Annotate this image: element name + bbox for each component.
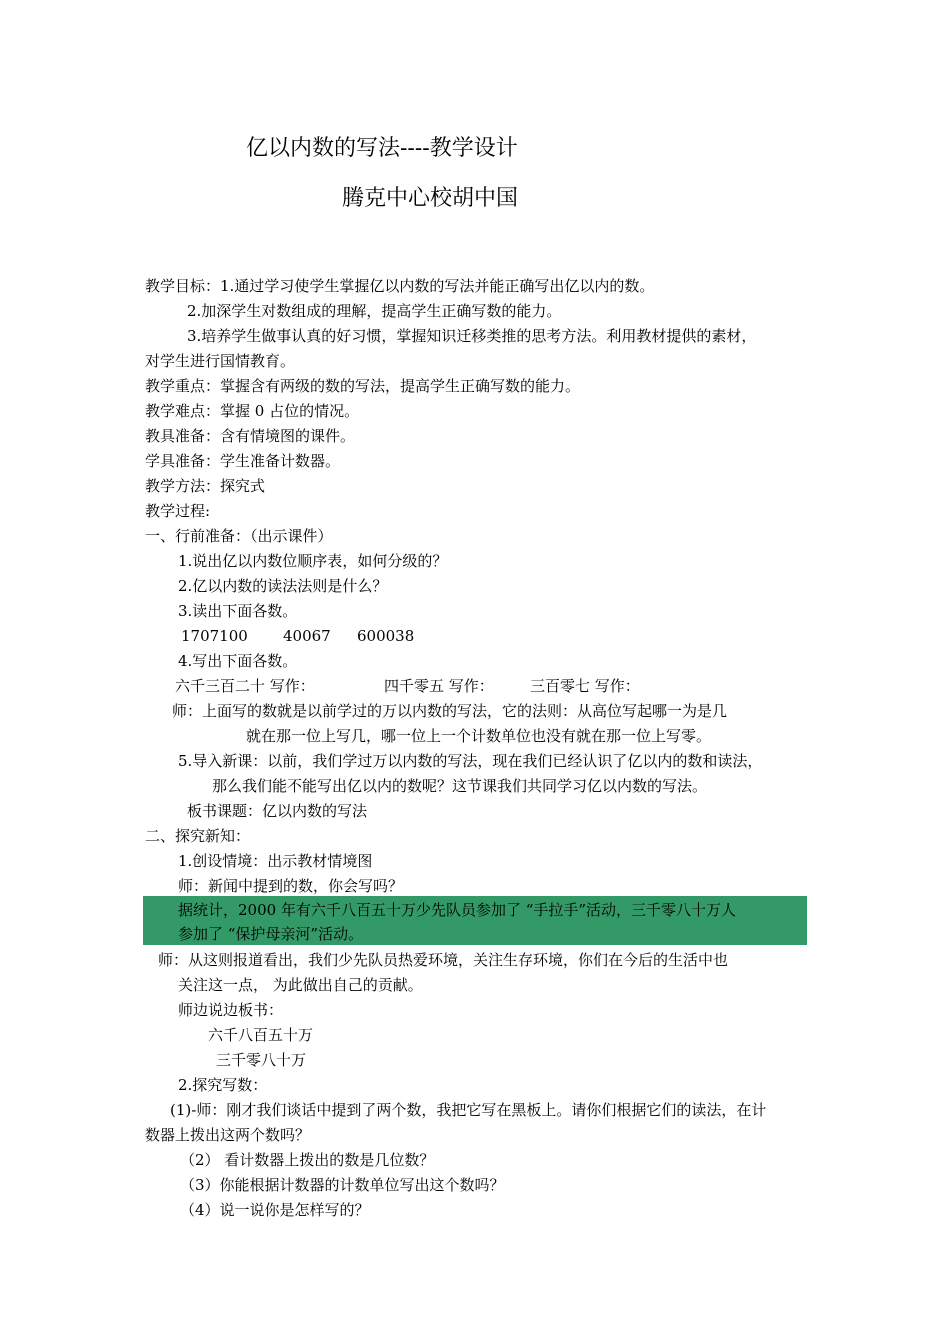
difficulty: 教学难点：掌握 0 占位的情况。 [145,402,360,420]
board-number-1: 六千八百五十万 [208,1026,314,1044]
prompt-2: （2） 看计数器上拨出的数是几位数？ [180,1151,435,1169]
question-5-cont: 那么我们能不能写出亿以内的数呢？这节课我们共同学习亿以内数的写法。 [212,777,708,795]
step-1: 1.创设情境：出示教材情境图 [178,852,373,870]
write-item-3: 三百零七 写作： [530,677,640,695]
document-title: 亿以内数的写法----教学设计 [246,136,518,161]
section-2-heading: 二、探究新知： [145,827,251,845]
question-2: 2.亿以内数的读法法则是什么？ [178,577,388,595]
goal-line-3-cont: 对学生进行国情教育。 [145,352,296,370]
teaching-aids: 教具准备：含有情境图的课件。 [145,427,356,445]
teacher-remark-2-cont: 关注这一点， 为此做出自己的贡献。 [178,976,423,994]
teacher-board-note: 师边说边板书： [178,1001,284,1019]
teacher-remark-1: 师：上面写的数就是以前学过的万以内数的写法，它的法则：从高位写起哪一为是几 [172,702,728,720]
prompt-1-cont: 数器上拨出这两个数吗？ [145,1126,311,1144]
teacher-remark-1-cont: 就在那一位上写几，哪一位上一个计数单位也没有就在那一位上写零。 [246,727,712,745]
section-1-heading: 一、行前准备：（出示课件） [145,527,333,545]
step-1-teacher: 师：新闻中提到的数，你会写吗？ [178,877,404,895]
number-2: 40067 [283,627,331,645]
prompt-3: （3）你能根据计数器的计数单位写出这个数吗？ [180,1176,505,1194]
key-point: 教学重点：掌握含有两级的数的写法，提高学生正确写数的能力。 [145,377,581,395]
write-item-2: 四千零五 写作： [384,677,494,695]
teaching-process: 教学过程: [145,502,211,520]
board-number-2: 三千零八十万 [216,1051,307,1069]
goal-line-2: 2.加深学生对数组成的理解，提高学生正确写数的能力。 [187,302,562,320]
student-aids: 学具准备：学生准备计数器。 [145,452,341,470]
question-3: 3.读出下面各数。 [178,602,298,620]
teacher-remark-2: 师：从这则报道看出，我们少先队员热爱环境，关注生存环境，你们在今后的生活中也 [158,951,729,969]
question-5: 5.导入新课：以前，我们学过万以内数的写法，现在我们已经认识了亿以内的数和读法， [178,752,763,770]
prompt-1: (1)-师：刚才我们谈话中提到了两个数，我把它写在黑板上。请你们根据它们的读法，在计 [170,1101,767,1119]
goal-line-1: 教学目标：1.通过学习使学生掌握亿以内数的写法并能正确写出亿以内的数。 [145,277,655,295]
question-1: 1.说出亿以内数位顺序表，如何分级的？ [178,552,448,570]
prompt-4: （4）说一说你是怎样写的？ [180,1201,370,1219]
goal-line-3: 3.培养学生做事认真的好习惯，掌握知识迁移类推的思考方法。利用教材提供的素材， [187,327,757,345]
number-1: 1707100 [181,627,248,645]
step-2: 2.探究写数： [178,1076,268,1094]
board-title: 板书课题：亿以内数的写法 [187,802,368,820]
teaching-method: 教学方法：探究式 [145,477,266,495]
news-line-1: 据统计，2000 年有六千八百五十万少先队员参加了 “手拉手”活动，三千零八十万人 [178,901,737,919]
number-3: 600038 [357,627,415,645]
document-author: 腾克中心校胡中国 [342,186,519,211]
write-item-1: 六千三百二十 写作： [175,677,315,695]
news-line-2: 参加了 “保护母亲河”活动。 [178,925,364,943]
question-4: 4.写出下面各数。 [178,652,298,670]
